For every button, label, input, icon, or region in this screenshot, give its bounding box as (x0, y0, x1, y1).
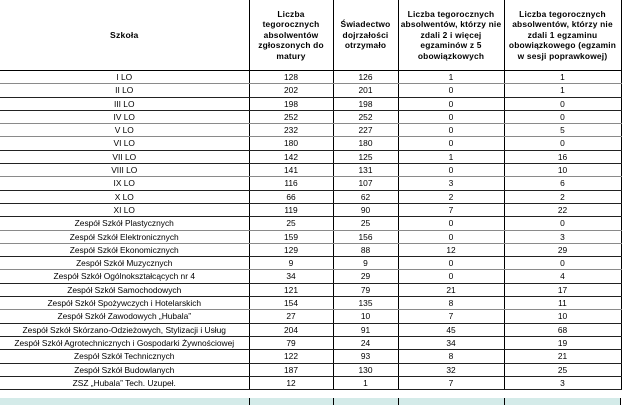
cell-certificate: 130 (333, 363, 398, 376)
table-row (0, 270, 621, 283)
cell-school: IX LO (0, 177, 249, 190)
cell-failed-one: 17 (504, 283, 621, 296)
cell-registered: 204 (249, 323, 333, 336)
cell-registered: 34 (249, 270, 333, 283)
cell-school: Zespół Szkół Budowlanych (0, 363, 249, 376)
table-row (0, 243, 621, 256)
cell-registered: 128 (249, 71, 333, 84)
cell-registered: 142 (249, 150, 333, 163)
cell-registered: 119 (249, 203, 333, 216)
cell-school: IV LO (0, 110, 249, 123)
cell-school: III LO (0, 97, 249, 110)
header-failed-two-or-more: Liczba tegorocznych absolwentów, którzy nie zdali 2 i więcej egzaminów z 5 obowiązkowych (398, 0, 504, 71)
cell-certificate: 180 (333, 137, 398, 150)
table-row (0, 257, 621, 270)
cell-registered: 79 (249, 336, 333, 349)
table-row (0, 190, 621, 203)
cell-registered: 232 (249, 124, 333, 137)
cell-certificate: 135 (333, 297, 398, 310)
cell-failed-two-or-more: 1 (398, 150, 504, 163)
cell-certificate: 1 (333, 376, 398, 389)
table-body (0, 71, 621, 390)
cell-school: VII LO (0, 150, 249, 163)
cell-registered: 252 (249, 110, 333, 123)
cell-failed-one: 0 (504, 97, 621, 110)
cell-failed-one: 25 (504, 363, 621, 376)
table-row (0, 376, 621, 389)
table-row (0, 323, 621, 336)
cell-school: Zespół Szkół Zawodowych „Hubala” (0, 310, 249, 323)
cell-failed-one: 0 (504, 217, 621, 230)
cell-certificate: 93 (333, 350, 398, 363)
cell-school: Zespół Szkół Ekonomicznych (0, 243, 249, 256)
table-row (0, 297, 621, 310)
table-row (0, 336, 621, 349)
cell-certificate: 79 (333, 283, 398, 296)
cell-certificate: 131 (333, 164, 398, 177)
cell-certificate: 10 (333, 310, 398, 323)
cell-failed-one: 68 (504, 323, 621, 336)
cell-failed-two-or-more: 0 (398, 124, 504, 137)
header-school: Szkoła (0, 0, 249, 71)
cell-registered: 66 (249, 190, 333, 203)
cell-failed-one: 3 (504, 230, 621, 243)
cell-failed-two-or-more: 0 (398, 97, 504, 110)
table-row (0, 350, 621, 363)
header-row (0, 0, 621, 71)
cell-registered: 154 (249, 297, 333, 310)
table-row (0, 283, 621, 296)
cell-failed-one: 0 (504, 110, 621, 123)
cell-registered: 116 (249, 177, 333, 190)
cell-failed-two-or-more: 7 (398, 203, 504, 216)
cell-failed-two-or-more: 32 (398, 363, 504, 376)
cell-certificate: 62 (333, 190, 398, 203)
cell-school: ZSZ „Hubala” Tech. Uzupeł. (0, 376, 249, 389)
cell-registered: 25 (249, 217, 333, 230)
table-row (0, 124, 621, 137)
cell-failed-one: 10 (504, 164, 621, 177)
cell-failed-one: 11 (504, 297, 621, 310)
header-registered: Liczba tegorocznych absolwentów zgłoszonych do matury (249, 0, 333, 71)
cell-school: Zespół Szkół Muzycznych (0, 257, 249, 270)
cell-registered: 187 (249, 363, 333, 376)
table-row (0, 137, 621, 150)
cell-registered: 141 (249, 164, 333, 177)
cell-failed-one: 0 (504, 257, 621, 270)
header-certificate: Świadectwo dojrzałości otrzymało (333, 0, 398, 71)
cell-registered: 121 (249, 283, 333, 296)
cell-school: Zespół Szkół Agrotechnicznych i Gospodarki Żywnościowej (0, 336, 249, 349)
cell-certificate: 125 (333, 150, 398, 163)
cell-failed-one: 21 (504, 350, 621, 363)
table-row (0, 230, 621, 243)
cell-failed-two-or-more: 0 (398, 137, 504, 150)
cell-failed-two-or-more: 0 (398, 164, 504, 177)
cell-certificate: 24 (333, 336, 398, 349)
cell-failed-one: 22 (504, 203, 621, 216)
cell-certificate: 91 (333, 323, 398, 336)
cell-school: Zespół Szkół Skórzano-Odzieżowych, Stylizacji i Usług (0, 323, 249, 336)
cell-failed-two-or-more: 0 (398, 84, 504, 97)
table-row (0, 203, 621, 216)
cell-failed-two-or-more: 1 (398, 71, 504, 84)
cell-school: Zespół Szkół Elektronicznych (0, 230, 249, 243)
cell-failed-one: 10 (504, 310, 621, 323)
cell-school: VIII LO (0, 164, 249, 177)
next-row-partial (0, 398, 621, 405)
cell-failed-one: 1 (504, 71, 621, 84)
table-row (0, 110, 621, 123)
cell-failed-two-or-more: 34 (398, 336, 504, 349)
cell-failed-one: 4 (504, 270, 621, 283)
cell-failed-one: 5 (504, 124, 621, 137)
cell-certificate: 107 (333, 177, 398, 190)
cell-failed-two-or-more: 0 (398, 257, 504, 270)
cell-certificate: 227 (333, 124, 398, 137)
cell-school: Zespół Szkół Plastycznych (0, 217, 249, 230)
cell-failed-two-or-more: 7 (398, 310, 504, 323)
cell-registered: 198 (249, 97, 333, 110)
cell-failed-two-or-more: 7 (398, 376, 504, 389)
cell-registered: 180 (249, 137, 333, 150)
cell-registered: 9 (249, 257, 333, 270)
cell-certificate: 156 (333, 230, 398, 243)
cell-registered: 159 (249, 230, 333, 243)
cell-school: II LO (0, 84, 249, 97)
cell-failed-one: 1 (504, 84, 621, 97)
cell-school: Zespół Szkół Spożywczych i Hotelarskich (0, 297, 249, 310)
table-row (0, 150, 621, 163)
cell-failed-one: 3 (504, 376, 621, 389)
cell-school: Zespół Szkół Ogólnokształcących nr 4 (0, 270, 249, 283)
cell-certificate: 90 (333, 203, 398, 216)
table-row (0, 363, 621, 376)
cell-failed-one: 19 (504, 336, 621, 349)
table-row (0, 97, 621, 110)
cell-registered: 202 (249, 84, 333, 97)
cell-failed-two-or-more: 0 (398, 230, 504, 243)
cell-registered: 122 (249, 350, 333, 363)
cell-failed-two-or-more: 0 (398, 217, 504, 230)
cell-school: V LO (0, 124, 249, 137)
cell-school: Zespół Szkół Technicznych (0, 350, 249, 363)
cell-failed-one: 16 (504, 150, 621, 163)
cell-failed-one: 6 (504, 177, 621, 190)
cell-certificate: 198 (333, 97, 398, 110)
cell-failed-two-or-more: 0 (398, 270, 504, 283)
cell-school: Zespół Szkół Samochodowych (0, 283, 249, 296)
header-failed-one: Liczba tegorocznych absolwentów, którzy nie zdali 1 egzaminu obowiązkowego (egzamin w sesji poprawkowej) (504, 0, 621, 71)
table-row (0, 71, 621, 84)
cell-failed-two-or-more: 8 (398, 350, 504, 363)
cell-registered: 129 (249, 243, 333, 256)
table-row (0, 310, 621, 323)
cell-failed-one: 2 (504, 190, 621, 203)
cell-certificate: 29 (333, 270, 398, 283)
cell-certificate: 252 (333, 110, 398, 123)
table-row (0, 177, 621, 190)
cell-registered: 27 (249, 310, 333, 323)
cell-failed-two-or-more: 21 (398, 283, 504, 296)
cell-failed-two-or-more: 45 (398, 323, 504, 336)
cell-failed-one: 29 (504, 243, 621, 256)
cell-school: XI LO (0, 203, 249, 216)
cell-failed-two-or-more: 12 (398, 243, 504, 256)
cell-registered: 12 (249, 376, 333, 389)
cell-certificate: 201 (333, 84, 398, 97)
cell-failed-two-or-more: 3 (398, 177, 504, 190)
cell-school: VI LO (0, 137, 249, 150)
table-row (0, 164, 621, 177)
cell-school: I LO (0, 71, 249, 84)
cell-failed-two-or-more: 8 (398, 297, 504, 310)
cell-failed-two-or-more: 2 (398, 190, 504, 203)
cell-certificate: 25 (333, 217, 398, 230)
cell-failed-one: 0 (504, 137, 621, 150)
cell-school: X LO (0, 190, 249, 203)
cell-certificate: 126 (333, 71, 398, 84)
cell-certificate: 9 (333, 257, 398, 270)
cell-failed-two-or-more: 0 (398, 110, 504, 123)
cell-certificate: 88 (333, 243, 398, 256)
table-row (0, 217, 621, 230)
table-row (0, 84, 621, 97)
